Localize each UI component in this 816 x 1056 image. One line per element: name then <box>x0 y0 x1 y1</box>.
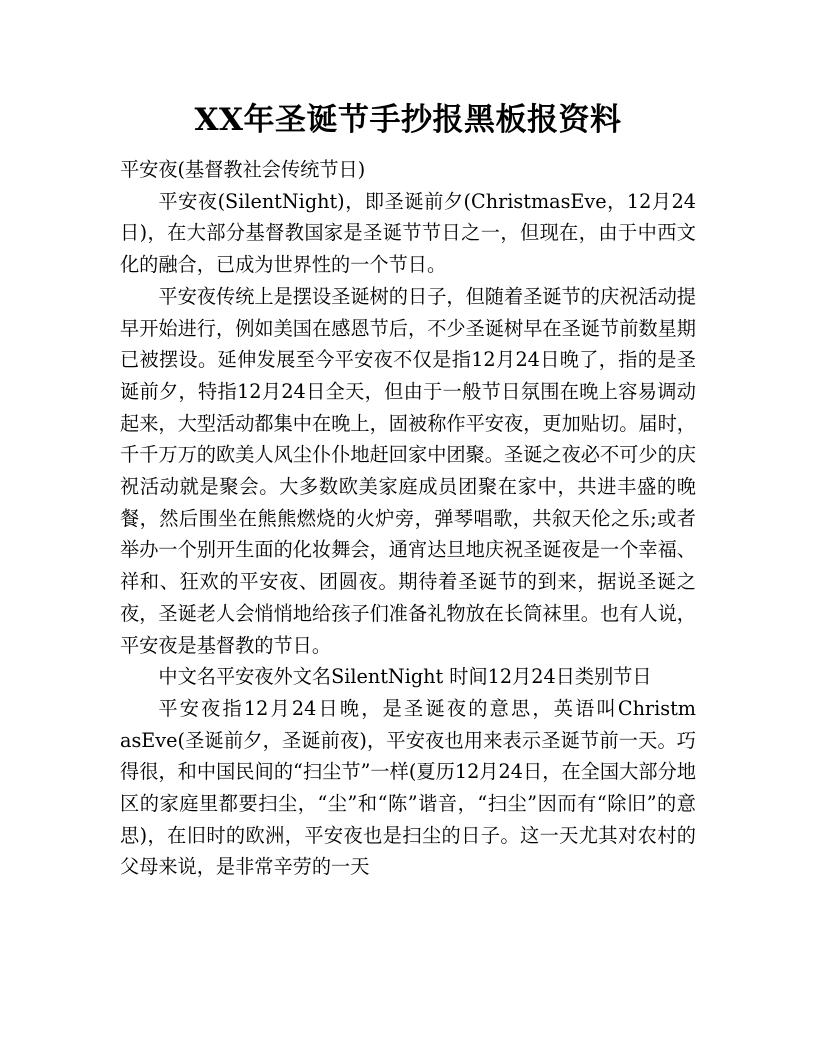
document-body <box>120 154 696 883</box>
paragraph-info-line: 中文名平安夜外文名SilentNight 时间12月24日类别节日 <box>158 665 652 689</box>
paragraph-meaning: 平安夜指12月24日晚，是圣诞夜的意思，英语叫Christm asEve(圣诞前夕，圣诞前夜)，平安夜也用来表示圣诞节前一天。巧得很，和中国民间的“扫尘节”一样(夏历12月24日，在全国大部分地区的家庭里都要扫尘，“尘”和“陈”谐音，“扫尘”因而有“除旧”的意思)，在旧时的欧洲，平安夜也是扫尘的日子。这一天尤其对农村的父母来说，是非常辛劳的一天 <box>120 696 696 879</box>
document-title: XX年圣诞节手抄报黑板报资料 <box>194 102 622 138</box>
paragraph-tradition: 平安夜传统上是摆设圣诞树的日子，但随着圣诞节的庆祝活动提早开始进行，例如美国在感恩节后，不少圣诞树早在圣诞节前数星期已被摆设。延伸发展至今平安夜不仅是指12月24日晚了，指的是圣诞前夕，特指12月24日全天，但由于一般节日氛围在晚上容易调动起来，大型活动都集中在晚上，固被称作平安夜，更加贴切。届时，千千万万的欧美人风尘仆仆地赶回家中团聚。圣诞之夜必不可少的庆祝活动就是聚会。大多数欧美家庭成员团聚在家中，共进丰盛的晚餐，然后围坐在熊熊燃烧的火炉旁，弹琴唱歌，共叙天伦之乐;或者举办一个别开生面的化妆舞会，通宵达旦地庆祝圣诞夜是一个幸福、祥和、狂欢的平安夜、团圆夜。期待着圣诞节的到来，据说圣诞之夜，圣诞老人会悄悄地给孩子们准备礼物放在长筒袜里。也有人说，平安夜是基督教的节日。 <box>120 284 696 657</box>
paragraph-intro: 平安夜(SilentNight)，即圣诞前夕(ChristmasEve，12月24日)，在大部分基督教国家是圣诞节节日之一，但现在，由于中西文化的融合，已成为世界性的一个节日。 <box>120 189 696 277</box>
section-heading: 平安夜(基督教社会传统节日) <box>120 158 366 181</box>
